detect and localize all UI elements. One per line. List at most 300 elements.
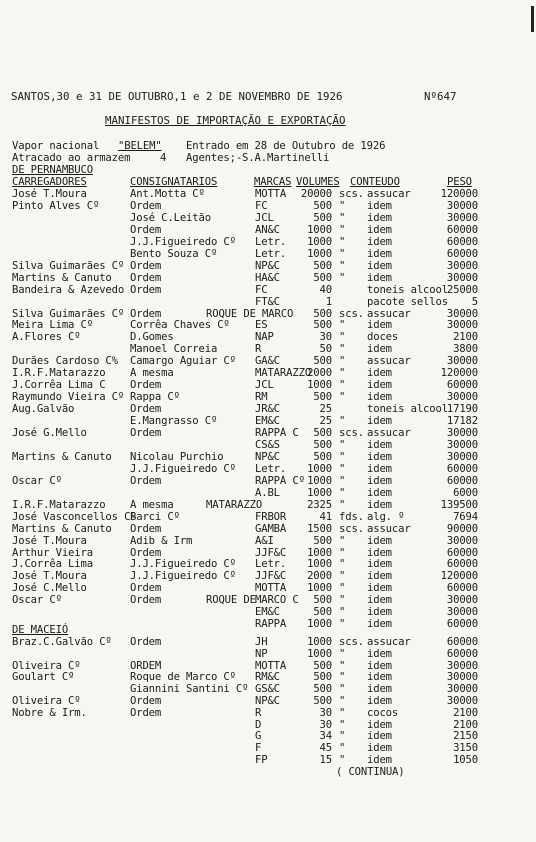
volumes-cell: 1500 [307, 522, 332, 535]
unit-cell: " [339, 319, 346, 332]
contents-cell: assucar [367, 355, 411, 368]
contents-cell: idem [367, 438, 392, 451]
volumes-cell: 1 [325, 295, 332, 308]
unit-cell: " [339, 534, 346, 547]
marks-cell: RM [255, 391, 268, 404]
shipper-cell: Martins & Canuto [12, 522, 112, 535]
marks-cell: GS&C [255, 683, 280, 696]
contents-cell: idem [367, 618, 392, 631]
volumes-cell: 1000 [307, 618, 332, 631]
contents-cell: idem [367, 474, 392, 487]
shipper-cell: Aug.Galvão [12, 403, 75, 416]
shipper-cell: Oliveira Cº [12, 695, 81, 707]
volumes-cell: 500 [313, 683, 332, 696]
shipper-cell: José G.Mello [12, 427, 87, 439]
contents-cell: toneis alcool [367, 403, 448, 416]
contents-cell: idem [367, 558, 392, 571]
consignee-cell: Nicolau Purchio [130, 450, 224, 463]
unit-cell: " [339, 271, 346, 284]
volumes-cell: 30 [319, 331, 332, 344]
marks-cell: EM&C [255, 606, 280, 619]
contents-cell: idem [367, 659, 392, 672]
unit-cell: " [339, 671, 346, 684]
volumes-cell: 500 [313, 355, 332, 368]
shipper-cell: Arthur Vieira [12, 546, 93, 559]
volumes-cell: 30 [319, 718, 332, 731]
weight-cell: 120000 [440, 570, 478, 583]
shipper-cell: Raymundo Vieira Cº [12, 391, 125, 404]
unit-cell: " [339, 235, 346, 248]
unit-cell: " [339, 659, 346, 672]
consignee-cell: Roque de Marco Cº [130, 671, 236, 684]
weight-cell: 30000 [446, 606, 478, 619]
unit-cell: " [339, 498, 346, 511]
shipper-cell: Durães Cardoso C% [12, 355, 118, 368]
unit-cell: " [339, 331, 346, 344]
contents-cell: alg. º [367, 510, 405, 523]
consignee-cell: Ordem [130, 706, 162, 719]
marks-cell: MARCO C [255, 594, 299, 607]
weight-cell: 30000 [446, 594, 478, 607]
contents-cell: idem [367, 271, 392, 284]
contents-cell: idem [367, 199, 392, 212]
shipper-cell: Bandeira & Azevedo [12, 283, 125, 296]
volumes-cell: 1000 [307, 647, 332, 660]
shipper-cell: Martins & Canuto [12, 450, 112, 463]
col-contents: CONTEUDO [350, 176, 400, 188]
consignee-cell: Ordem [130, 199, 162, 212]
weight-cell: 5 [471, 295, 478, 308]
unit-cell: " [339, 355, 346, 368]
contents-cell: idem [367, 594, 392, 607]
col-weight: PESO [447, 176, 472, 188]
shipper-cell: Pinto Alves Cº [12, 199, 100, 212]
marks-cell: JJF&C [255, 570, 287, 583]
unit-cell: " [339, 546, 346, 559]
contents-cell: idem [367, 415, 392, 428]
unit-cell: " [339, 474, 346, 487]
unit-cell: " [339, 211, 346, 224]
marks-cell: EM&C [255, 415, 280, 428]
consignee-cell: E.Mangrasso Cº [130, 415, 218, 428]
consignee-cell: Camargo Aguiar Cº [130, 355, 236, 368]
contents-cell: toneis alcool [367, 283, 448, 296]
weight-cell: 7694 [453, 510, 478, 523]
weight-cell: 60000 [446, 582, 478, 595]
shipper-cell: Martins & Canuto [12, 271, 112, 284]
marks-cell: Letr. [255, 247, 287, 260]
contents-cell: idem [367, 647, 392, 660]
consignee-cell: Ordem [130, 403, 162, 416]
consignee-cell: D.Gomes [130, 331, 174, 344]
consignee-cell: Ordem [130, 307, 162, 320]
unit-cell: " [339, 199, 346, 212]
unit-cell: scs. [339, 427, 364, 439]
consignee-cell: Ordem [130, 259, 162, 272]
berth-number: 4 [160, 152, 167, 164]
unit-cell: " [339, 223, 346, 236]
weight-cell: 3150 [453, 742, 478, 755]
shipper-cell: Nobre & Irm. [12, 706, 87, 719]
weight-cell: 30000 [446, 671, 478, 684]
volumes-cell: 500 [313, 199, 332, 212]
consignee-cell: José C.Leitão [130, 211, 211, 224]
contents-cell: idem [367, 367, 392, 380]
shipper-cell: Silva Guimarães Cº [12, 307, 125, 320]
contents-cell: idem [367, 223, 392, 236]
shipper-cell: Oliveira Cº [12, 659, 81, 672]
marks-cell: NP&C [255, 450, 280, 463]
weight-cell: 25000 [446, 283, 478, 296]
marks-cell: RAPPA Cº [255, 474, 305, 487]
weight-cell: 30000 [446, 659, 478, 672]
agents: Agentes;-S.A.Martinelli [186, 152, 330, 164]
col-shipper: CARREGADORES [12, 176, 87, 188]
volumes-cell: 41 [319, 510, 332, 523]
volumes-cell: 25 [319, 415, 332, 428]
marks-cell: Letr. [255, 462, 287, 475]
volumes-cell: 500 [313, 211, 332, 224]
weight-cell: 60000 [446, 546, 478, 559]
unit-cell: " [339, 594, 346, 607]
volumes-cell: 500 [313, 659, 332, 672]
weight-cell: 30000 [446, 355, 478, 368]
unit-cell: " [339, 683, 346, 696]
contents-cell: idem [367, 570, 392, 583]
consignee-cell: A mesma [130, 498, 174, 511]
unit-cell: " [339, 647, 346, 660]
contents-cell: pacote sellos [367, 295, 448, 308]
col-consignee: CONSIGNATARIOS [130, 176, 218, 188]
shipper-cell: José T.Moura [12, 534, 87, 547]
consignee-cell: Ordem [130, 271, 162, 284]
consignee-cell: Ordem [130, 594, 162, 607]
contents-cell: idem [367, 742, 392, 755]
marks-cell: F [255, 742, 262, 755]
consignee-cell: Ant.Motta Cº [130, 188, 205, 200]
contents-cell: idem [367, 462, 392, 475]
unit-cell: " [339, 486, 346, 499]
consignee-cell: J.J.Figueiredo Cº [130, 558, 236, 571]
unit-cell: " [339, 343, 346, 356]
volumes-cell: 1000 [307, 582, 332, 595]
marks-cell: ES [255, 319, 268, 332]
weight-cell: 60000 [446, 647, 478, 660]
consignee-cell: Ordem [130, 636, 162, 648]
unit-cell: " [339, 415, 346, 428]
contents-cell: cocos [367, 706, 399, 719]
volumes-cell: 15 [319, 754, 332, 766]
contents-cell: idem [367, 259, 392, 272]
volumes-cell: 500 [313, 259, 332, 272]
shipper-cell: I.R.F.Matarazzo [12, 367, 106, 380]
unit-cell: scs. [339, 188, 364, 200]
marks-cell: FRBOR [255, 510, 287, 523]
weight-cell: 30000 [446, 450, 478, 463]
contents-cell: assucar [367, 188, 411, 200]
contents-cell: idem [367, 319, 392, 332]
marks-cell: MATARAZZO [255, 367, 312, 380]
contents-cell: idem [367, 211, 392, 224]
weight-cell: 6000 [453, 486, 478, 499]
weight-cell: 30000 [446, 271, 478, 284]
unit-cell: " [339, 450, 346, 463]
shipper-cell: José T.Moura [12, 570, 87, 583]
unit-cell: " [339, 367, 346, 380]
consignee-cell: Rappa Cº [130, 391, 180, 404]
consignee-cell: Ordem [130, 546, 162, 559]
marks-cell: FT&C [255, 295, 280, 308]
contents-cell: assucar [367, 636, 411, 648]
marks-cell: AN&C [255, 223, 280, 236]
volumes-cell: 500 [313, 671, 332, 684]
unit-cell: " [339, 706, 346, 719]
consignee-cell: Ordem [130, 427, 162, 439]
unit-cell: scs. [339, 307, 364, 320]
consignee-cell: Corrêa Chaves Cº [130, 319, 230, 332]
shipper-cell: Braz.C.Galvão Cº [12, 636, 112, 648]
consignee-cell: Manoel Correia [130, 343, 218, 356]
contents-cell: idem [367, 235, 392, 248]
unit-cell: " [339, 379, 346, 392]
weight-cell: 2150 [453, 730, 478, 743]
vessel-name: "BELEM" [118, 140, 162, 152]
volumes-cell: 1000 [307, 636, 332, 648]
volumes-cell: 20000 [300, 188, 332, 200]
weight-cell: 30000 [446, 683, 478, 696]
shipper-cell: José C.Mello [12, 582, 87, 595]
marks-cell: FP [255, 754, 268, 766]
marks-cell: G [255, 730, 262, 743]
volumes-cell: 1000 [307, 235, 332, 248]
shipper-cell: José Vasconcellos Cº [12, 510, 137, 523]
marks-cell: NP [255, 647, 268, 660]
volumes-cell: 500 [313, 534, 332, 547]
marks-cell: JJF&C [255, 546, 287, 559]
marks-cell: JCL [255, 211, 274, 224]
weight-cell: 2100 [453, 718, 478, 731]
volumes-cell: 1000 [307, 474, 332, 487]
document-title: MANIFESTOS DE IMPORTAÇÃO E EXPORTAÇÃO [105, 114, 346, 127]
contents-cell: idem [367, 695, 392, 707]
unit-cell: " [339, 606, 346, 619]
marks-cell: NP&C [255, 695, 280, 707]
contents-cell: idem [367, 754, 392, 766]
marks-cell: MOTTA [255, 188, 287, 200]
place-date: SANTOS,30 e 31 DE OUTUBRO,1 e 2 DE NOVEMBRO DE 1926 [11, 90, 343, 103]
weight-cell: 30000 [446, 307, 478, 320]
marks-cell: FC [255, 199, 268, 212]
shipper-cell: José T.Moura [12, 188, 87, 200]
weight-cell: 120000 [440, 367, 478, 380]
weight-cell: 60000 [446, 462, 478, 475]
weight-cell: 60000 [446, 223, 478, 236]
weight-cell: 90000 [446, 522, 478, 535]
marks-cell: RAPPA C [255, 427, 299, 439]
weight-cell: 60000 [446, 636, 478, 648]
marks-cell: GAMBA [255, 522, 287, 535]
marks-cell: MOTTA [255, 582, 287, 595]
unit-cell: " [339, 247, 346, 260]
weight-cell: 60000 [446, 379, 478, 392]
unit-cell: " [339, 570, 346, 583]
shipper-cell: Oscar Cº [12, 474, 62, 487]
volumes-cell: 1000 [307, 486, 332, 499]
weight-cell: 60000 [446, 618, 478, 631]
consignee-cell: ORDEM [130, 659, 162, 672]
consignee-cell: A mesma [130, 367, 174, 380]
weight-cell: 30000 [446, 319, 478, 332]
unit-cell: scs. [339, 636, 364, 648]
consignee-cell: J.J.Figueiredo Cº [130, 570, 236, 583]
document-number: Nº647 [424, 90, 457, 103]
volumes-cell: 1000 [307, 247, 332, 260]
consignee-cell: Ordem [130, 223, 162, 236]
contents-cell: idem [367, 247, 392, 260]
weight-cell: 30000 [446, 259, 478, 272]
volumes-cell: 500 [313, 606, 332, 619]
consignee-cell: Giannini Santini Cº [130, 683, 249, 696]
unit-cell: " [339, 730, 346, 743]
consignee-cell: J.J.Figueiredo Cº [130, 235, 236, 248]
contents-cell: idem [367, 391, 392, 404]
contents-cell: idem [367, 546, 392, 559]
volumes-cell: 500 [313, 391, 332, 404]
unit-cell: " [339, 391, 346, 404]
volumes-cell: 34 [319, 730, 332, 743]
volumes-cell: 500 [313, 594, 332, 607]
section-maceio: DE MACEIÓ [12, 624, 69, 636]
edge-mark [531, 6, 534, 32]
volumes-cell: 500 [313, 271, 332, 284]
shipper-cell: Oscar Cº [12, 594, 62, 607]
volumes-cell: 25 [319, 403, 332, 416]
consignee-cell: Ordem [130, 582, 162, 595]
weight-cell: 30000 [446, 534, 478, 547]
weight-cell: 30000 [446, 199, 478, 212]
unit-cell: " [339, 438, 346, 451]
weight-cell: 2100 [453, 706, 478, 719]
contents-cell: idem [367, 683, 392, 696]
marks-cell: JCL [255, 379, 274, 392]
contents-cell: assucar [367, 427, 411, 439]
contents-cell: idem [367, 606, 392, 619]
marks-cell: D [255, 718, 262, 731]
consignee-cell: Ordem [130, 283, 162, 296]
unit-cell: " [339, 618, 346, 631]
shipper-cell: Silva Guimarães Cº [12, 259, 125, 272]
continues-note: ( CONTINUA) [336, 766, 405, 778]
col-volumes: VOLUMES [296, 176, 340, 188]
shipper-cell: A.Flores Cº [12, 331, 81, 344]
weight-cell: 3800 [453, 343, 478, 356]
weight-cell: 60000 [446, 235, 478, 248]
contents-cell: idem [367, 450, 392, 463]
marks-cell: CS&S [255, 438, 280, 451]
berth-label: Atracado ao armazem [12, 152, 131, 164]
shipper-cell: Goulart Cº [12, 671, 75, 684]
weight-cell: 120000 [440, 188, 478, 200]
contents-cell: idem [367, 379, 392, 392]
volumes-cell: 500 [313, 438, 332, 451]
consignee-cell: Ordem [130, 474, 162, 487]
weight-cell: 30000 [446, 211, 478, 224]
consignee-cell: Bento Souza Cº [130, 247, 218, 260]
weight-cell: 17182 [446, 415, 478, 428]
volumes-cell: 45 [319, 742, 332, 755]
consignee-cell: Barci Cº [130, 510, 180, 523]
volumes-cell: 40 [319, 283, 332, 296]
contents-cell: idem [367, 718, 392, 731]
contents-cell: idem [367, 730, 392, 743]
marks-cell: Letr. [255, 235, 287, 248]
weight-cell: 60000 [446, 558, 478, 571]
consignee-cell: Adib & Irm [130, 534, 193, 547]
volumes-cell: 30 [319, 706, 332, 719]
volumes-cell: 2325 [307, 498, 332, 511]
contents-cell: idem [367, 486, 392, 499]
vessel-label: Vapor nacional [12, 140, 100, 152]
volumes-cell: 50 [319, 343, 332, 356]
contents-cell: idem [367, 498, 392, 511]
mark-extra-cell: MATARAZZO [206, 498, 263, 511]
consignee-cell: Ordem [130, 695, 162, 707]
weight-cell: 30000 [446, 695, 478, 707]
volumes-cell: 500 [313, 695, 332, 707]
contents-cell: idem [367, 671, 392, 684]
unit-cell: " [339, 582, 346, 595]
unit-cell: " [339, 558, 346, 571]
shipper-cell: I.R.F.Matarazzo [12, 498, 106, 511]
weight-cell: 60000 [446, 247, 478, 260]
marks-cell: HA&C [255, 271, 280, 284]
unit-cell: " [339, 462, 346, 475]
contents-cell: assucar [367, 522, 411, 535]
volumes-cell: 500 [313, 307, 332, 320]
volumes-cell: 1000 [307, 462, 332, 475]
vessel-entry: Entrado em 28 de Outubro de 1926 [186, 140, 386, 152]
contents-cell: idem [367, 343, 392, 356]
weight-cell: 30000 [446, 391, 478, 404]
volumes-cell: 1000 [307, 379, 332, 392]
weight-cell: 17190 [446, 403, 478, 416]
col-marks: MARCAS [254, 176, 292, 188]
volumes-cell: 500 [313, 319, 332, 332]
weight-cell: 139500 [440, 498, 478, 511]
marks-cell: NAP [255, 331, 274, 344]
volumes-cell: 1000 [307, 223, 332, 236]
marks-cell: RM&C [255, 671, 280, 684]
volumes-cell: 2000 [307, 570, 332, 583]
marks-cell: RAPPA [255, 618, 287, 631]
marks-cell: R [255, 343, 262, 356]
unit-cell: fds. [339, 510, 364, 523]
unit-cell: " [339, 695, 346, 707]
unit-cell: " [339, 718, 346, 731]
mark-extra-cell: ROQUE DE MARCO [206, 307, 294, 320]
volumes-cell: 2000 [307, 367, 332, 380]
marks-cell: A.BL [255, 486, 280, 499]
unit-cell: scs. [339, 522, 364, 535]
weight-cell: 60000 [446, 474, 478, 487]
unit-cell: " [339, 742, 346, 755]
volumes-cell: 500 [313, 427, 332, 439]
unit-cell: " [339, 754, 346, 766]
marks-cell: JH [255, 636, 268, 648]
volumes-cell: 1000 [307, 546, 332, 559]
marks-cell: MOTTA [255, 659, 287, 672]
shipper-cell: J.Corrêa Lima C [12, 379, 106, 392]
